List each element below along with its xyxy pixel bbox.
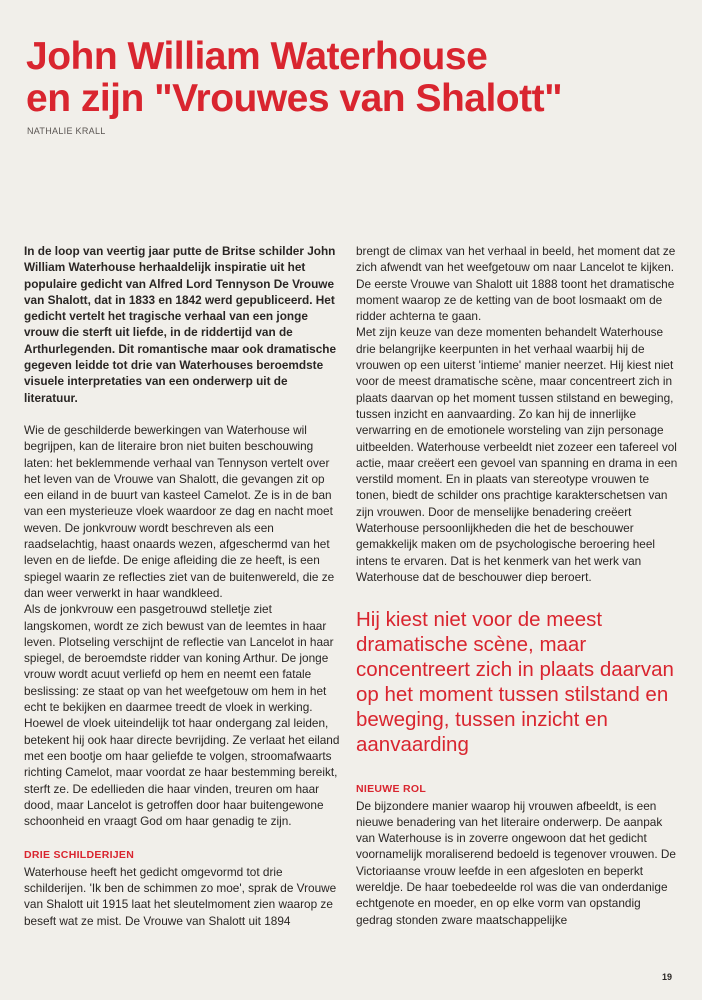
- intro-paragraph: In de loop van veertig jaar putte de Britse schilder John William Waterhouse herhaaldelijk inspiratie uit het populaire gedicht van Alfred Lord Tennyson De Vrouwe van Shalott, dat in 1833 en 1842 werd gepubliceerd. Het gedicht vertelt het tragische verhaal van een jonge vrouw die sterft uit liefde, in de riddertijd van de Arthurlegenden. Dit romantische maar ook dramatische gegeven leidde tot drie van Waterhouses beroemdste visuele interpretaties van een onderwerp uit de literatuur.: [24, 244, 337, 405]
- author-byline: NATHALIE KRALL: [27, 126, 106, 136]
- body-paragraph: De bijzondere manier waarop hij vrouwen afbeeldt, is een nieuwe benadering van het literaire onderwerp. De aanpak van Waterhouse is in zoverre ongewoon dat het gedicht voornamelijk moraliserend bedoeld is tegenover vrouwen. De Victoriaanse vrouw leefde in een afgesloten en beperkt wereldje. De haar toebedeelde rol was die van onderdanige echtgenote en moeder, en op elke vorm van opstandig gedrag stonden zware maatschappelijke: [356, 798, 676, 927]
- body-paragraph: Als de jonkvrouw een pasgetrouwd stelletje ziet langskomen, wordt ze zich bewust van de leemtes in haar leven. Plotseling verschijnt de reflectie van Lancelot in haar spiegel, de beroemdste ridder van koning Arthur. De jonge vrouw wordt acuut verliefd op hem en neemt een fatale beslissing: ze staat op van het weefgetouw om hem in het echt te bekijken en daarmee treedt de vloek in werking. Hoewel de vloek uiteindelijk tot haar ondergang zal leiden, betekent hij ook haar directe bevrijding. Ze verlaat het eiland met een bootje om haar geliefde te volgen, stroomafwaarts richting Camelot, maar voordat ze haar bestemming bereikt, sterft ze. De edellieden die haar vinden, treuren om haar dood, maar Lancelot is getroffen door haar buitengewone schoonheid en vraagt God om haar genadig te zijn.: [24, 602, 340, 829]
- page-number: 19: [661, 972, 672, 982]
- article-title: [26, 36, 686, 120]
- title-line-2: en zijn "Vrouwes van Shalott": [26, 77, 563, 120]
- left-column: [24, 243, 340, 929]
- pull-quote: Hij kiest niet voor de meest dramatische scène, maar concentreert zich in plaats daarvan op het moment tussen stilstand en beweging, tussen inzicht en aanvaarding: [356, 608, 674, 757]
- section-heading: DRIE SCHILDERIJEN: [24, 849, 135, 862]
- body-paragraph: Waterhouse heeft het gedicht omgevormd tot drie schilderijen. 'Ik ben de schimmen zo moe', sprak de Vrouwe van Shalott uit 1915 laat het sleutelmoment zien waarop ze beseft wat ze mist. De Vrouwe van Shalott uit 1894: [24, 864, 337, 928]
- title-line-1: John William Waterhouse: [26, 35, 488, 78]
- body-paragraph: Wie de geschilderde bewerkingen van Waterhouse wil begrijpen, kan de literaire bron niet buiten beschouwing laten: het beklemmende verhaal van Tennyson vertelt over het leven van de Vrouwe van Shalott, die gevangen zit op een eiland in de buurt van kasteel Camelot. Ze is in de ban van een mysterieuze vloek waardoor ze dag en nacht moet weven. De jonkvrouw wordt beschreven als een raadselachtig, haast onaards wezen, afgeschermd van het leven en de liefde. De enige afleiding die ze heeft, is een spiegel waarin ze reflecties ziet van de buitenwereld, die ze dan weer verwerkt in haar wandkleed.: [24, 422, 335, 600]
- body-paragraph: brengt de climax van het verhaal in beeld, het moment dat ze zich afwendt van het weefgetouw om naar Lancelot te kijken. De eerste Vrouwe van Shalott uit 1888 toont het dramatische moment waarop ze de ketting van de boot losmaakt om de ridder achterna te gaan.: [356, 244, 676, 324]
- right-column: [356, 243, 678, 928]
- section-heading: NIEUWE ROL: [356, 783, 427, 796]
- body-paragraph: Met zijn keuze van deze momenten behandelt Waterhouse drie belangrijke keerpunten in het verhaal waarbij hij de vrouwen op een uiterst 'intieme' manier neerzet. Hij kiest niet voor de meest dramatische scène, maar concentreert zich in plaats daarvan op het moment tussen stilstand en beweging, tussen inzicht en aanvaarding. Zo kan hij de innerlijke verwarring en de emotionele worsteling van zijn personage uitbeelden. Waterhouse verbeeldt niet zozeer een tafereel vol actie, maar creëert een gevoel van spanning en drama in een verstild moment. En in plaats van stereotype vrouwen te tonen, biedt de schilder ons prachtige karakterschetsen van zijn vrouwen. Door de menselijke benadering creëert Waterhouse persoonlijkheden die het de beschouwer gemakkelijk maken om de psychologische beroering heel intens te ervaren. Dat is het kenmerk van het werk van Waterhouse dat de beschouwer diep beroert.: [356, 325, 678, 584]
